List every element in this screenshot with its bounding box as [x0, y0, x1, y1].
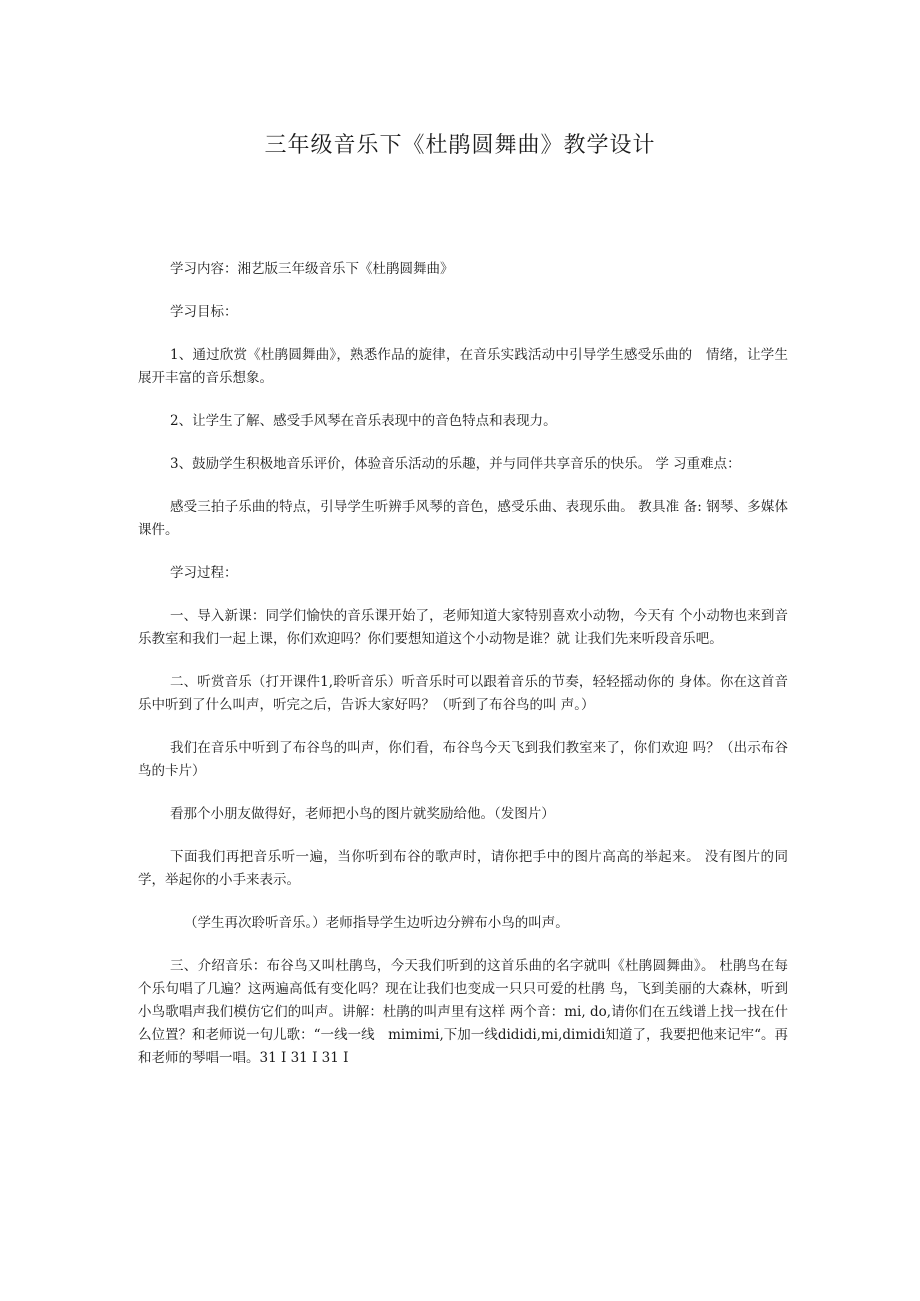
paragraph-step-intro: 一、导入新课：同学们愉快的音乐课开始了，老师知道大家特别喜欢小动物，今天有 个小动物也来到音乐教室和我们一起上课，你们欢迎吗？你们要想知道这个小动物是谁？就 让我们先来听段音乐吧。	[138, 608, 788, 647]
paragraph-key-points: 感受三拍子乐曲的特点，引导学生听辨手风琴的音色，感受乐曲、表现乐曲。 教具准 备: 钢琴、多媒体课件。	[138, 499, 788, 538]
document-body	[138, 258, 788, 1090]
paragraph-content: 学习内容：湘艺版三年级音乐下《杜鹃圆舞曲》	[170, 261, 454, 277]
paragraph-student-listen: （学生再次聆听音乐。）老师指导学生边听边分辨布小鸟的叫声。	[184, 915, 569, 931]
paragraph-objective-3: 3、鼓励学生积极地音乐评价，体验音乐活动的乐趣，并与同伴共享音乐的快乐。 学 习重难点：	[170, 456, 741, 472]
document-title: 三年级音乐下《杜鹃圆舞曲》教学设计	[264, 133, 656, 158]
paragraph-process-heading: 学习过程：	[170, 565, 238, 581]
paragraph-objective-2: 2、让学生了解、感受手风琴在音乐表现中的音色特点和表现力。	[170, 413, 557, 429]
paragraph-objective-1: 1、通过欣赏《杜鹃圆舞曲》，熟悉作品的旋律，在音乐实践活动中引导学生感受乐曲的 情绪，让学生展开丰富的音乐想象。	[138, 347, 788, 386]
paragraph-listen-again: 下面我们再把音乐听一遍，当你听到布谷的歌声时，请你把手中的图片高高的举起来。 没有图片的同学，举起你的小手来表示。	[138, 849, 788, 888]
paragraph-introduce-music: 三、介绍音乐：布谷鸟又叫杜鹃鸟，今天我们听到的这首乐曲的名字就叫《杜鹃圆舞曲》。 杜鹃鸟在每个乐句唱了几遍？这两遍高低有变化吗？现在让我们也变成一只只可爱的杜鹃 鸟，飞到美丽的大森林，听到小鸟歌唱声我们模仿它们的叫声。讲解：杜鹃的叫声里有这样 两个音：mi, do,请你们在五线谱上找一找在什么位置？和老师说一句儿歌：“一线一线 mimimi,下加一线dididi,mi,dimidi知道了，我要把他来记牢“。再和老师的琴唱一唱。31 I 31 I 31 I	[138, 958, 788, 1066]
paragraph-cuckoo-card: 我们在音乐中听到了布谷鸟的叫声，你们看，布谷鸟今天飞到我们教室来了，你们欢迎 吗？（出示布谷鸟的卡片）	[138, 740, 788, 779]
paragraph-reward: 看那个小朋友做得好，老师把小鸟的图片就奖励给他。（发图片）	[170, 806, 555, 822]
paragraph-step-listen: 二、听赏音乐（打开课件1,聆听音乐）听音乐时可以跟着音乐的节奏，轻轻摇动你的 身体。你在这首音乐中听到了什么叫声，听完之后，告诉大家好吗？（听到了布谷鸟的叫 声。）	[138, 674, 788, 713]
paragraph-objectives-heading: 学习目标：	[170, 304, 238, 320]
